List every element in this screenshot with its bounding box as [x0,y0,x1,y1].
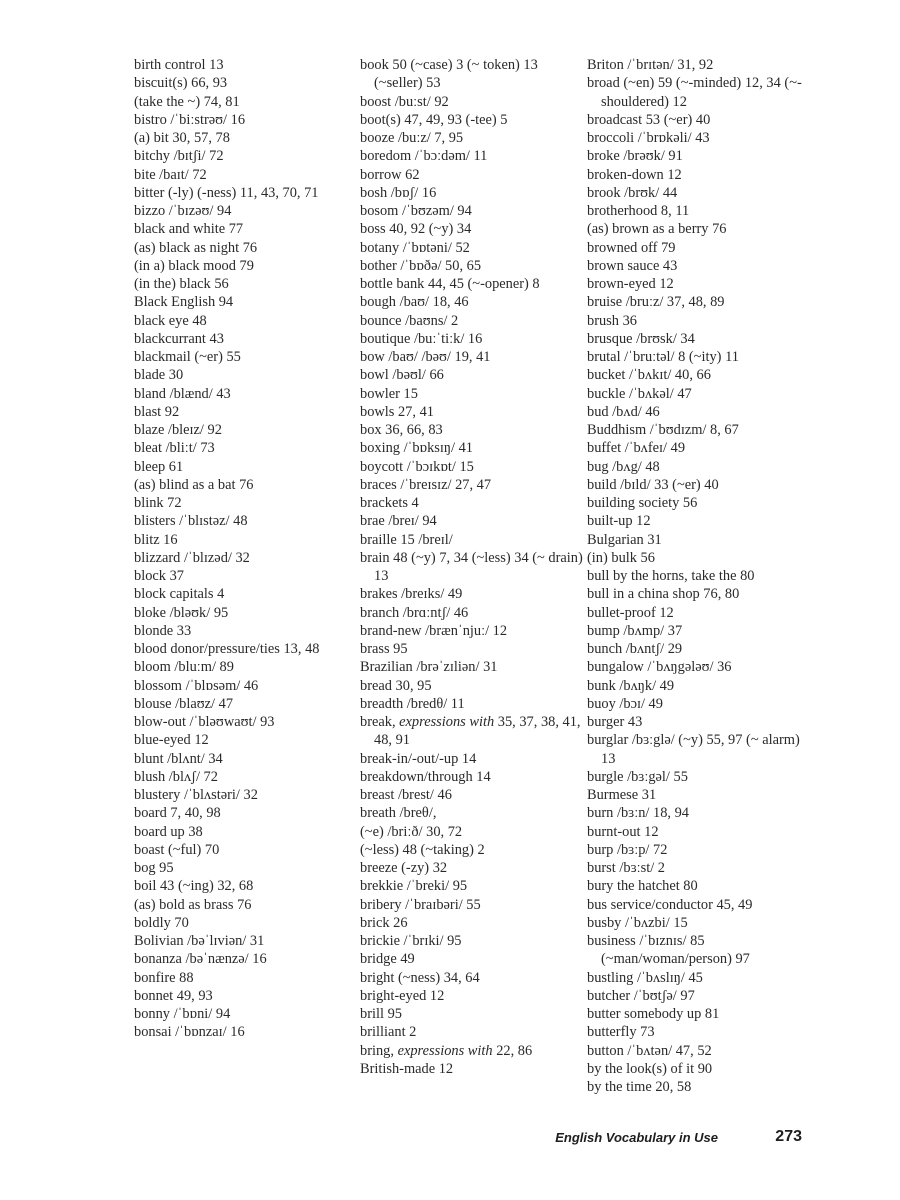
index-entry: burst /bɜːst/ 2 [587,860,666,876]
index-entry: blitz 16 [134,531,178,548]
index-entry: braille 15 /breɪl/ [360,531,453,548]
index-entry: Buddhism /ˈbʊdɪzm/ 8, 67 [587,422,739,438]
index-entry: brakes /breɪks/ 49 [360,586,463,603]
index-entry: busby /ˈbʌzbi/ 15 [587,914,688,931]
index-entry: bosh /bɒʃ/ 16 [360,184,437,201]
index-entry: brook /brʊk/ 44 [587,184,678,201]
index-entry: (as) brown as a berry 76 [587,221,727,238]
index-entry: (~e) /briːð/ 30, 72 [360,823,463,840]
index-column-2 [360,56,588,1078]
index-entry: birth control 13 [134,57,224,73]
page-footer [0,1128,900,1152]
index-entry: braces /ˈbreɪsɪz/ 27, 47 [360,476,492,493]
index-entry: blast 92 [134,403,180,420]
index-entry: bonfire 88 [134,969,194,986]
index-entry: broadcast 53 (~er) 40 [587,111,711,128]
index-entry: brilliant 2 [360,1024,417,1041]
index-entry: burger 43 [587,714,643,730]
index-entry: brill 95 [360,1006,402,1022]
index-entry: by the time 20, 58 [587,1079,692,1095]
index-entry: bury the hatchet 80 [587,878,698,895]
index-entry: brass 95 [360,641,408,657]
index-entry: board up 38 [134,823,203,840]
index-column-3 [587,56,815,1096]
index-entry: breakdown/through 14 [360,768,491,785]
index-entry: bottle bank 44, 45 (~-opener) 8 [360,276,540,292]
index-entry: blood donor/pressure/ties 13, 48 [134,641,320,657]
index-entry: (in a) black mood 79 [134,257,254,274]
index-entry: bleep 61 [134,458,184,475]
index-entry: boss 40, 92 (~y) 34 [360,221,472,238]
index-entry: business /ˈbɪznɪs/ 85 (~man/woman/person) 97 [587,933,750,968]
index-entry: bizzo /ˈbɪzəʊ/ 94 [134,203,232,219]
index-entry: breadth /bredθ/ 11 [360,695,465,712]
index-entry: bull by the horns, take the 80 [587,568,755,584]
index-entry: bounce /baʊns/ 2 [360,312,459,329]
index-entry: blackmail (~er) 55 [134,349,241,365]
index-entry: black and white 77 [134,221,244,238]
index-entry: Burmese 31 [587,787,657,803]
index-entry: blink 72 [134,495,182,511]
index-entry: burgle /bɜːgəl/ 55 [587,768,688,785]
index-entry: British-made 12 [360,1060,454,1077]
index-entry: Briton /ˈbrɪtən/ 31, 92 [587,57,714,73]
book-title: English Vocabulary in Use [555,1130,718,1145]
index-entry: blustery /ˈblʌstəri/ 32 [134,787,258,803]
index-entry: brekkie /ˈbreki/ 95 [360,878,468,895]
index-entry: bright-eyed 12 [360,987,445,1004]
index-entry: built-up 12 [587,513,651,530]
index-entry: boot(s) 47, 49, 93 (-tee) 5 [360,111,508,128]
index-entry: booze /buːz/ 7, 95 [360,130,464,146]
index-entry: boast (~ful) 70 [134,841,220,858]
index-entry: blouse /blaʊz/ 47 [134,695,234,712]
index-entry: boost /buːst/ 92 [360,93,449,110]
index-entry: blossom /ˈblɒsəm/ 46 [134,677,259,694]
index-entry: bright (~ness) 34, 64 [360,969,480,986]
index-entry: blade 30 [134,367,184,384]
index-entry: broke /brəʊk/ 91 [587,148,683,165]
index-entry: bucket /ˈbʌkɪt/ 40, 66 [587,367,711,384]
index-entry: by the look(s) of it 90 [587,1060,713,1077]
index-entry: brand-new /brænˈnjuː/ 12 [360,622,508,639]
index-entry: book 50 (~case) 3 (~ token) 13 (~seller) 53 [360,57,538,92]
index-entry: bonsai /ˈbɒnzaɪ/ 16 [134,1024,245,1041]
index-entry: bug /bʌg/ 48 [587,458,660,475]
index-entry: bus service/conductor 45, 49 [587,896,753,913]
index-entry: (as) bold as brass 76 [134,896,252,913]
index-entry: brickie /ˈbrɪki/ 95 [360,933,462,949]
index-entry: building society 56 [587,495,698,511]
index-entry: bistro /ˈbiːstrəʊ/ 16 [134,111,246,128]
index-entry: button /ˈbʌtən/ 47, 52 [587,1042,712,1059]
index-entry: brown sauce 43 [587,257,678,274]
index-entry: breath /breθ/, [360,805,437,822]
index-entry: biscuit(s) 66, 93 [134,75,228,92]
index-entry: bud /bʌd/ 46 [587,403,660,420]
index-entry: bowl /bəʊl/ 66 [360,367,444,384]
index-entry: boredom /ˈbɔːdəm/ 11 [360,148,488,165]
index-entry: bullet-proof 12 [587,604,674,621]
index-entry: bloom /bluːm/ 89 [134,659,234,676]
index-entry: boil 43 (~ing) 32, 68 [134,878,254,895]
index-entry: borrow 62 [360,166,420,183]
index-entry: bloke /bləʊk/ 95 [134,604,229,621]
index-entry: bitchy /bɪtʃi/ 72 [134,148,224,165]
index-entry: black eye 48 [134,312,207,329]
index-entry: blue-eyed 12 [134,732,209,749]
index-entry: buffet /ˈbʌfeɪ/ 49 [587,440,686,457]
index-entry: burp /bɜːp/ 72 [587,841,668,858]
index-entry: bough /baʊ/ 18, 46 [360,294,469,311]
index-entry: bunch /bʌntʃ/ 29 [587,641,683,657]
index-entry: boldly 70 [134,914,189,931]
index-entry: brain 48 (~y) 7, 34 (~less) 34 (~ drain) 13 [360,549,583,584]
index-entry: bonnet 49, 93 [134,987,213,1004]
index-entry: (a) bit 30, 57, 78 [134,130,230,146]
index-entry: build /bɪld/ 33 (~er) 40 [587,476,719,493]
index-entry: break, expressions with 35, 37, 38, 41, 48, 91 [360,714,581,749]
index-entry: blaze /bleɪz/ 92 [134,422,222,438]
index-entry: bull in a china shop 76, 80 [587,586,740,603]
index-entry: bustling /ˈbʌslɪŋ/ 45 [587,969,703,986]
index-entry: brotherhood 8, 11 [587,203,690,219]
index-entry: boycott /ˈbɔɪkɒt/ 15 [360,458,474,475]
index-entry: Black English 94 [134,294,234,311]
index-entry: block 37 [134,568,184,584]
index-column-1 [134,56,362,1042]
index-entry: bread 30, 95 [360,677,432,694]
index-entry: box 36, 66, 83 [360,422,443,438]
index-entry: (as) black as night 76 [134,239,258,256]
index-entry: bowler 15 [360,385,418,402]
index-entry: bonny /ˈbɒni/ 94 [134,1006,231,1022]
index-entry: block capitals 4 [134,586,225,603]
index-entry: blisters /ˈblɪstəz/ 48 [134,513,248,530]
index-entry: blush /blʌʃ/ 72 [134,768,218,785]
index-entry: branch /brɑːntʃ/ 46 [360,604,469,621]
index-entry: bungalow /ˈbʌŋgələʊ/ 36 [587,659,732,676]
index-entry: boxing /ˈbɒksɪŋ/ 41 [360,440,473,457]
index-entry: bunk /bʌŋk/ 49 [587,677,675,694]
index-entry: broken-down 12 [587,166,682,183]
index-entry: (as) blind as a bat 76 [134,476,254,493]
index-entry: brutal /ˈbruːtəl/ 8 (~ity) 11 [587,349,739,365]
index-entry: brush 36 [587,312,637,329]
index-entry: botany /ˈbɒtəni/ 52 [360,239,470,256]
index-entry: (in the) black 56 [134,276,229,292]
index-entry: (~less) 48 (~taking) 2 [360,841,485,858]
index-entry: bring, expressions with 22, 86 [360,1042,533,1059]
index-entry: blizzard /ˈblɪzəd/ 32 [134,549,250,566]
index-entry: boutique /buːˈtiːk/ 16 [360,330,483,347]
index-entry: bog 95 [134,860,174,876]
index-entry: butterfly 73 [587,1024,655,1041]
index-entry: broccoli /ˈbrɒkəli/ 43 [587,130,710,146]
index-entry: burn /bɜːn/ 18, 94 [587,805,689,822]
index-entry: blunt /blʌnt/ 34 [134,750,223,767]
index-entry: bitter (-ly) (-ness) 11, 43, 70, 71 [134,184,319,201]
index-entry: break-in/-out/-up 14 [360,750,477,767]
index-entry: breast /brest/ 46 [360,787,452,803]
index-entry: brick 26 [360,914,408,931]
index-entry: blonde 33 [134,622,192,639]
index-entry: bruise /bruːz/ 37, 48, 89 [587,294,725,311]
index-entry: bonanza /bəˈnænzə/ 16 [134,951,267,968]
index-entry: butcher /ˈbʊtʃə/ 97 [587,987,695,1004]
index-entry: brusque /brʊsk/ 34 [587,330,695,347]
index-entry: (take the ~) 74, 81 [134,93,240,110]
index-entry: bow /baʊ/ /bəʊ/ 19, 41 [360,349,491,365]
index-entry: bosom /ˈbʊzəm/ 94 [360,203,472,219]
index-entry: browned off 79 [587,239,676,256]
index-entry: blackcurrant 43 [134,330,224,347]
index-entry: bother /ˈbɒðə/ 50, 65 [360,257,482,274]
index-entry: bowls 27, 41 [360,403,434,420]
page-number: 273 [775,1128,802,1145]
index-entry: bump /bʌmp/ 37 [587,622,683,639]
index-entry: brackets 4 [360,495,419,511]
index-entry: butter somebody up 81 [587,1006,720,1022]
index-entry: broad (~en) 59 (~-minded) 12, 34 (~-shouldered) 12 [587,75,802,110]
index-entry: blow-out /ˈbləʊwaʊt/ 93 [134,714,275,730]
index-entry: breeze (-zy) 32 [360,860,448,876]
index-entry: bridge 49 [360,951,415,968]
index-entry: buoy /bɔɪ/ 49 [587,695,663,712]
index-entry: Bolivian /bəˈlɪviən/ 31 [134,933,265,949]
index-entry: bite /baɪt/ 72 [134,166,207,183]
index-entry: (in) bulk 56 [587,549,655,566]
index-entry: bleat /bliːt/ 73 [134,440,215,457]
index-entry: bland /blænd/ 43 [134,385,231,402]
index-entry: brae /breɪ/ 94 [360,513,437,530]
index-entry: Bulgarian 31 [587,531,662,548]
index-entry: bribery /ˈbraɪbəri/ 55 [360,896,481,913]
index-entry: Brazilian /brəˈzɪliən/ 31 [360,659,498,676]
index-entry: burglar /bɜːglə/ (~y) 55, 97 (~ alarm) 13 [587,732,800,767]
index-entry: board 7, 40, 98 [134,805,221,822]
index-entry: buckle /ˈbʌkəl/ 47 [587,385,692,402]
index-entry: burnt-out 12 [587,823,659,840]
index-entry: brown-eyed 12 [587,276,674,292]
